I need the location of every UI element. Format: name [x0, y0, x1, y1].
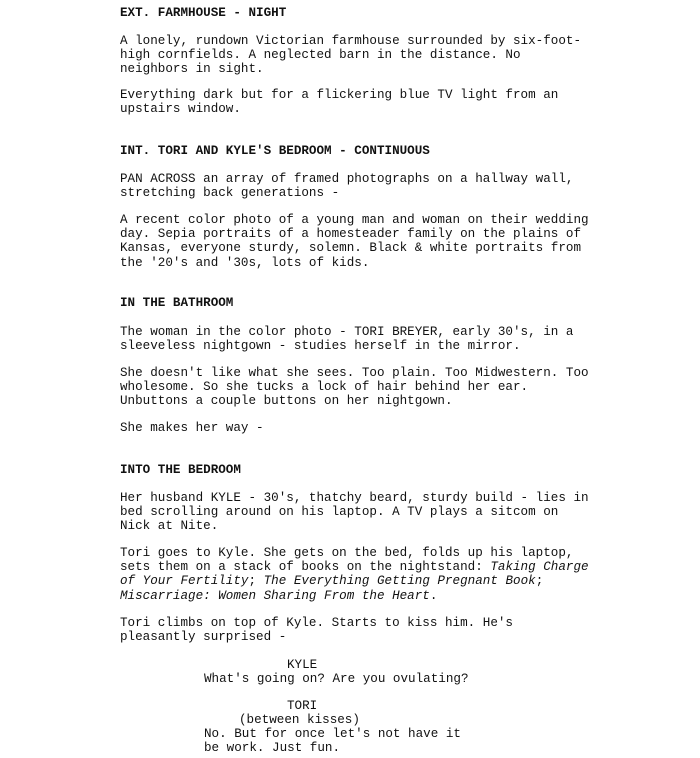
action-paragraph: A recent color photo of a young man and woman on their wedding day. Sepia portraits of a homesteader family on the plains of Kansas, everyone sturdy, solemn. Black & white portraits from the '20's and '30s, lots of kids. [120, 213, 589, 270]
action-text: . [429, 588, 438, 603]
scene-heading: INT. TORI AND KYLE'S BEDROOM - CONTINUOUS [120, 144, 430, 158]
dialogue-line: No. But for once let's not have it be work. Just fun. [204, 727, 461, 756]
action-paragraph-books [120, 546, 640, 603]
action-paragraph: A lonely, rundown Victorian farmhouse surrounded by six-foot- high cornfields. A neglected barn in the distance. No neighbors in sight. [120, 34, 582, 77]
character-name: KYLE [287, 658, 318, 672]
scene-heading: IN THE BATHROOM [120, 296, 234, 310]
action-paragraph: The woman in the color photo - TORI BREYER, early 30's, in a sleeveless nightgown - studies herself in the mirror. [120, 325, 574, 354]
book-title: Taking Charge of Your Fertility [120, 560, 589, 589]
action-paragraph: Everything dark but for a flickering blue TV light from an upstairs window. [120, 88, 559, 117]
parenthetical: (between kisses) [239, 713, 360, 727]
action-paragraph: Tori climbs on top of Kyle. Starts to kiss him. He's pleasantly surprised - [120, 616, 513, 645]
action-paragraph: Her husband KYLE - 30's, thatchy beard, sturdy build - lies in bed scrolling around on his laptop. A TV plays a sitcom on Nick at Nite. [120, 491, 589, 534]
book-title: Miscarriage: Women Sharing From the Heart [120, 588, 430, 603]
dialogue-line: What's going on? Are you ovulating? [204, 672, 469, 686]
character-name: TORI [287, 699, 318, 713]
separator: ; [248, 574, 264, 589]
scene-heading: EXT. FARMHOUSE - NIGHT [120, 6, 287, 20]
book-title: The Everything Getting Pregnant Book [263, 574, 536, 589]
action-paragraph: She doesn't like what she sees. Too plain. Too Midwestern. Too wholesome. So she tucks a lock of hair behind her ear. Unbuttons a couple buttons on her nightgown. [120, 366, 589, 409]
action-paragraph: She makes her way - [120, 421, 264, 435]
action-text: Tori goes to Kyle. She gets on the bed, folds up his laptop, sets them on a stack of books on the nightstand: [120, 546, 574, 575]
scene-heading: INTO THE BEDROOM [120, 463, 241, 477]
separator: ; [535, 574, 544, 589]
action-paragraph: PAN ACROSS an array of framed photographs on a hallway wall, stretching back generations - [120, 172, 574, 201]
